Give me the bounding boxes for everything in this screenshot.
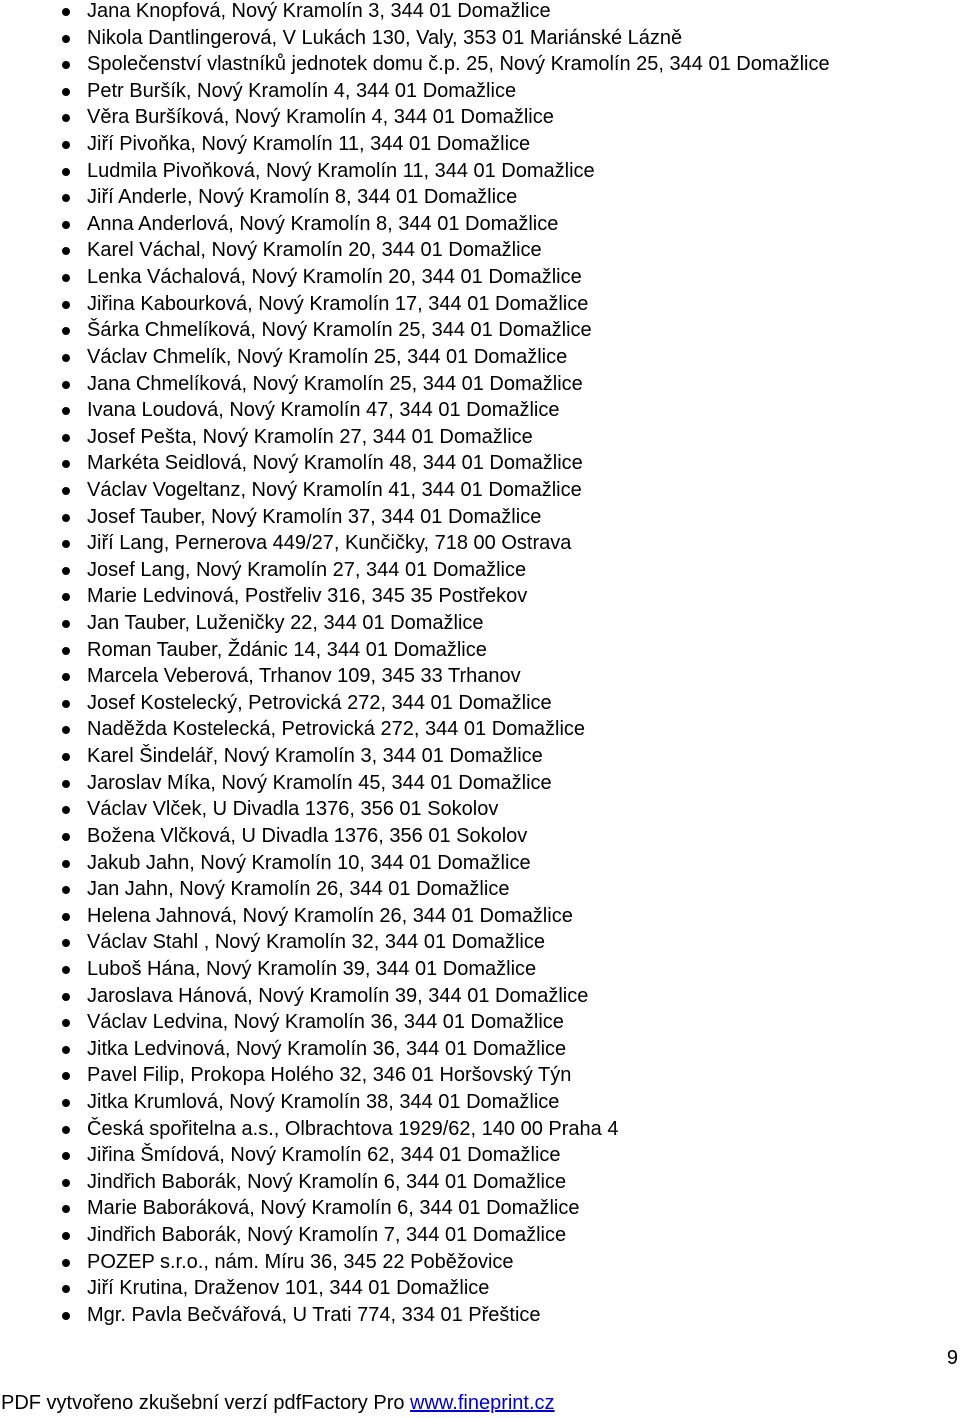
list-item [0, 344, 960, 371]
list-item [0, 1116, 960, 1143]
list-item [0, 530, 960, 557]
list-item [0, 637, 960, 664]
list-item-text: Marie Baboráková, Nový Kramolín 6, 344 01 Domažlice [87, 1197, 580, 1220]
bullet-icon [62, 247, 70, 255]
list-item [0, 743, 960, 770]
list-item [0, 583, 960, 610]
list-item [0, 823, 960, 850]
list-item-text: Jindřich Baborák, Nový Kramolín 6, 344 01 Domažlice [87, 1170, 567, 1193]
bullet-icon [62, 567, 70, 575]
list-item-text: Jiří Pivoňka, Nový Kramolín 11, 344 01 Domažlice [87, 133, 531, 156]
list-item [0, 1249, 960, 1276]
list-item [0, 1169, 960, 1196]
list-item [0, 929, 960, 956]
list-item-text: Jindřich Baborák, Nový Kramolín 7, 344 01 Domažlice [87, 1224, 567, 1247]
list-item [0, 317, 960, 344]
list-item [0, 690, 960, 717]
list-item-text: Jiří Krutina, Draženov 101, 344 01 Domažlice [87, 1277, 490, 1300]
bullet-icon [62, 780, 70, 788]
list-item [0, 264, 960, 291]
list-item [0, 796, 960, 823]
list-item-text: Václav Vlček, U Divadla 1376, 356 01 Sokolov [87, 798, 499, 821]
bullet-icon [62, 1205, 70, 1213]
footer-link[interactable]: www.fineprint.cz [410, 1392, 555, 1414]
bullet-icon [62, 141, 70, 149]
bullet-icon [62, 1285, 70, 1293]
list-item-text: Václav Stahl , Nový Kramolín 32, 344 01 Domažlice [87, 931, 545, 954]
bullet-icon [62, 194, 70, 202]
list-item-text: Josef Pešta, Nový Kramolín 27, 344 01 Domažlice [87, 425, 533, 448]
list-item [0, 25, 960, 52]
list-item-text: Jana Chmelíková, Nový Kramolín 25, 344 01 Domažlice [87, 372, 583, 395]
bullet-icon [62, 540, 70, 548]
list-item [0, 1302, 960, 1329]
bullet-icon [62, 514, 70, 522]
bullet-icon [62, 1232, 70, 1240]
list-item [0, 850, 960, 877]
list-item [0, 876, 960, 903]
list-item-text: Helena Jahnová, Nový Kramolín 26, 344 01 Domažlice [87, 904, 573, 927]
bullet-icon [62, 806, 70, 814]
list-item [0, 397, 960, 424]
bullet-icon [62, 61, 70, 69]
bullet-icon [62, 434, 70, 442]
list-item-text: Václav Vogeltanz, Nový Kramolín 41, 344 01 Domažlice [87, 478, 582, 501]
bullet-icon [62, 1259, 70, 1267]
bullet-icon [62, 8, 70, 16]
list-item [0, 1062, 960, 1089]
list-item [0, 0, 960, 25]
list-item-text: Jakub Jahn, Nový Kramolín 10, 344 01 Domažlice [87, 851, 531, 874]
bullet-icon [62, 647, 70, 655]
bullet-icon [62, 354, 70, 362]
bullet-icon [62, 460, 70, 468]
list-item-text: Lenka Váchalová, Nový Kramolín 20, 344 01 Domažlice [87, 266, 582, 289]
list-item-text: Věra Buršíková, Nový Kramolín 4, 344 01 Domažlice [87, 106, 554, 129]
list-item-text: Jiří Anderle, Nový Kramolín 8, 344 01 Domažlice [87, 186, 518, 209]
list-item [0, 983, 960, 1010]
list-item-text: Nikola Dantlingerová, V Lukách 130, Valy, 353 01 Mariánské Lázně [87, 26, 683, 49]
bullet-icon [62, 753, 70, 761]
page-number: 9 [946, 1347, 958, 1369]
list-item-text: Karel Šindelář, Nový Kramolín 3, 344 01 Domažlice [87, 745, 543, 768]
list-item [0, 291, 960, 318]
list-item-text: Anna Anderlová, Nový Kramolín 8, 344 01 Domažlice [87, 212, 559, 235]
list-item-text: Mgr. Pavla Bečvářová, U Trati 774, 334 01 Přeštice [87, 1303, 541, 1326]
list-item-text: Ludmila Pivoňková, Nový Kramolín 11, 344 01 Domažlice [87, 159, 595, 182]
bullet-icon [62, 833, 70, 841]
list-item-text: Roman Tauber, Ždánic 14, 344 01 Domažlice [87, 638, 487, 661]
list-item [0, 237, 960, 264]
bullet-icon [62, 886, 70, 894]
list-item-text: Jiřina Kabourková, Nový Kramolín 17, 344 01 Domažlice [87, 292, 589, 315]
list-item [0, 450, 960, 477]
list-item [0, 477, 960, 504]
list-item [0, 1089, 960, 1116]
bullet-icon [62, 700, 70, 708]
list-item [0, 184, 960, 211]
list-item [0, 1195, 960, 1222]
bullet-icon [62, 381, 70, 389]
list-item-text: Josef Tauber, Nový Kramolín 37, 344 01 Domažlice [87, 505, 542, 528]
list-item [0, 104, 960, 131]
bullet-icon [62, 966, 70, 974]
list-item [0, 371, 960, 398]
list-item [0, 1009, 960, 1036]
list-item-text: Karel Váchal, Nový Kramolín 20, 344 01 Domažlice [87, 239, 542, 262]
list-item [0, 78, 960, 105]
bullet-icon [62, 487, 70, 495]
list-item-text: Šárka Chmelíková, Nový Kramolín 25, 344 01 Domažlice [87, 319, 592, 342]
list-item [0, 770, 960, 797]
bullet-icon [62, 1312, 70, 1320]
bullet-icon [62, 168, 70, 176]
list-item-text: Markéta Seidlová, Nový Kramolín 48, 344 01 Domažlice [87, 452, 583, 475]
list-item [0, 956, 960, 983]
list-item-text: POZEP s.r.o., nám. Míru 36, 345 22 Poběžovice [87, 1250, 514, 1273]
list-item-text: Petr Buršík, Nový Kramolín 4, 344 01 Domažlice [87, 79, 517, 102]
bullet-icon [62, 1072, 70, 1080]
bullet-icon [62, 327, 70, 335]
list-item [0, 424, 960, 451]
list-item-text: Ivana Loudová, Nový Kramolín 47, 344 01 Domažlice [87, 399, 560, 422]
bullet-icon [62, 221, 70, 229]
bullet-icon [62, 913, 70, 921]
list-item-text: Marie Ledvinová, Postřeliv 316, 345 35 Postřekov [87, 585, 528, 608]
bullet-icon [62, 726, 70, 734]
bullet-icon [62, 1046, 70, 1054]
list-item-text: Česká spořitelna a.s., Olbrachtova 1929/62, 140 00 Praha 4 [87, 1117, 619, 1140]
list-item-text: Luboš Hána, Nový Kramolín 39, 344 01 Domažlice [87, 957, 537, 980]
list-item-text: Václav Ledvina, Nový Kramolín 36, 344 01 Domažlice [87, 1011, 564, 1034]
list-item-text: Společenství vlastníků jednotek domu č.p. 25, Nový Kramolín 25, 344 01 Domažlice [87, 53, 830, 76]
list-item [0, 1142, 960, 1169]
list-item [0, 663, 960, 690]
list-item-text: Jiří Lang, Pernerova 449/27, Kunčičky, 718 00 Ostrava [87, 532, 572, 555]
bullet-icon [62, 114, 70, 122]
list-item-text: Josef Lang, Nový Kramolín 27, 344 01 Domažlice [87, 558, 527, 581]
bullet-icon [62, 88, 70, 96]
list-item [0, 557, 960, 584]
bullet-icon [62, 301, 70, 309]
list-item [0, 131, 960, 158]
list-item [0, 51, 960, 78]
list-item-text: Josef Kostelecký, Petrovická 272, 344 01 Domažlice [87, 691, 552, 714]
bullet-icon [62, 407, 70, 415]
list-item-text: Jitka Ledvinová, Nový Kramolín 36, 344 01 Domažlice [87, 1037, 567, 1060]
list-item-text: Jaroslava Hánová, Nový Kramolín 39, 344 01 Domažlice [87, 984, 589, 1007]
list-item-text: Pavel Filip, Prokopa Holého 32, 346 01 Horšovský Týn [87, 1064, 572, 1087]
bullet-icon [62, 860, 70, 868]
list-item-text: Jan Tauber, Luženičky 22, 344 01 Domažlice [87, 612, 484, 635]
list-item [0, 504, 960, 531]
bullet-icon [62, 1152, 70, 1160]
list-item [0, 716, 960, 743]
list-item [0, 1222, 960, 1249]
list-item-text: Jaroslav Míka, Nový Kramolín 45, 344 01 Domažlice [87, 771, 552, 794]
list-item-text: Marcela Veberová, Trhanov 109, 345 33 Trhanov [87, 665, 521, 688]
list-item-text: Naděžda Kostelecká, Petrovická 272, 344 01 Domažlice [87, 718, 586, 741]
list-item [0, 610, 960, 637]
bullet-icon [62, 35, 70, 43]
bullet-icon [62, 673, 70, 681]
bullet-icon [62, 1019, 70, 1027]
list-item [0, 1275, 960, 1302]
bullet-icon [62, 993, 70, 1001]
list-item-text: Jiřina Šmídová, Nový Kramolín 62, 344 01 Domažlice [87, 1144, 561, 1167]
list-item-text: Václav Chmelík, Nový Kramolín 25, 344 01 Domažlice [87, 345, 568, 368]
list-item-text: Božena Vlčková, U Divadla 1376, 356 01 Sokolov [87, 824, 528, 847]
list-item [0, 903, 960, 930]
list-item-text: Jitka Krumlová, Nový Kramolín 38, 344 01 Domažlice [87, 1090, 560, 1113]
list-item [0, 158, 960, 185]
list-item [0, 211, 960, 238]
bullet-icon [62, 1126, 70, 1134]
footer [1, 1390, 555, 1416]
bullet-icon [62, 274, 70, 282]
list-item-text: Jan Jahn, Nový Kramolín 26, 344 01 Domažlice [87, 878, 510, 901]
footer-text: PDF vytvořeno zkušební verzí pdfFactory Pro [1, 1392, 411, 1414]
bullet-icon [62, 620, 70, 628]
bullet-icon [62, 1179, 70, 1187]
bullet-icon [62, 1099, 70, 1107]
bullet-icon [62, 939, 70, 947]
list-item-text: Jana Knopfová, Nový Kramolín 3, 344 01 Domažlice [87, 0, 551, 22]
list-item [0, 1036, 960, 1063]
bullet-icon [62, 593, 70, 601]
